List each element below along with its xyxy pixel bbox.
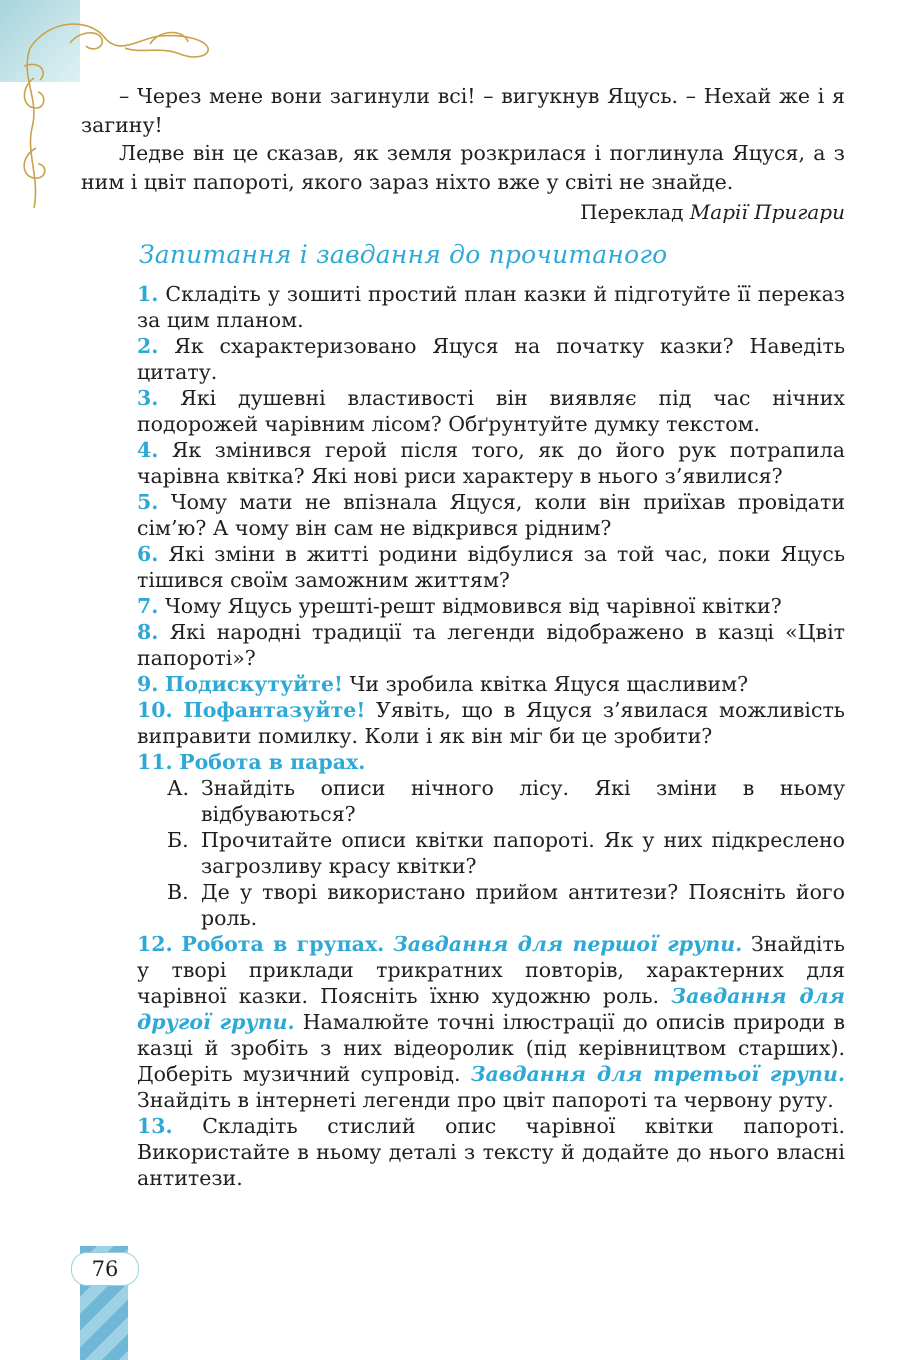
question-10 [137,697,845,749]
question-text: Чому мати не впізнала Яцуся, коли він приїхав провідати сім’ю? А чому він сам не відкрився рідним? [137,490,845,540]
question-text: Чому Яцусь урешті-решт відмовився від чарівної квітки? [164,594,782,618]
question-number: 6. [137,542,159,566]
group-1-label: Завдання для першої групи. [393,932,743,956]
translation-credit [81,198,845,227]
question-text: Складіть у зошиті простий план казки й підготуйте її переказ за цим планом. [137,282,845,332]
question-number: 11. [137,750,173,774]
question-9 [137,671,845,697]
page-number: 76 [71,1252,139,1286]
subitem-a [167,775,845,827]
question-text: Складіть стислий опис чарівної квітки папороті. Використайте в ньому деталі з тексту й додайте до нього власні антитези. [137,1114,845,1190]
question-1 [137,281,845,333]
question-text: Які душевні властивості він виявляє під час нічних подорожей чарівним лісом? Обґрунтуйте думку текстом. [137,386,845,436]
question-text: Чи зробила квітка Яцуся щасливим? [349,672,749,696]
question-number: 2. [137,334,159,358]
question-text: Як змінився герой після того, як до його рук потрапила чарівна квітка? Які нові риси характеру в нього з’явилися? [137,438,845,488]
group-2-label: Завдання для другої групи. [137,984,845,1034]
question-text: Які народні традиції та легенди відображено в казці «Цвіт папороті»? [137,620,845,670]
question-number: 7. [137,594,159,618]
question-number: 8. [137,620,159,644]
translation-prefix: Переклад [580,200,684,224]
question-number: 5. [137,490,159,514]
question-number: 9. [137,672,159,696]
subitem-letter: Б. [167,828,189,852]
subitem-b [167,827,845,879]
intro-paragraph-2: Ледве він це сказав, як земля розкрилася і поглинула Яцуся, а з ним і цвіт папороті, якого зараз ніхто вже у світі не знайде. [81,141,845,194]
intro-paragraph-1: – Через мене вони загинули всі! – вигукнув Яцусь. – Нехай же і я загину! [81,84,845,137]
question-2 [137,333,845,385]
subitem-text: Знайдіть описи нічного лісу. Які зміни в ньому відбуваються? [201,776,845,826]
subitem-c [167,879,845,931]
question-11-subitems [137,775,845,931]
question-label: Робота в парах. [179,750,366,774]
subitem-letter: В. [167,880,189,904]
questions-list [81,281,845,1191]
question-6 [137,541,845,593]
question-number: 12. [137,932,173,956]
question-number: 4. [137,438,159,462]
page-content [81,82,845,1191]
question-number: 3. [137,386,159,410]
question-label: Робота в групах. [181,932,385,956]
question-text: Як схарактеризовано Яцуся на початку казки? Наведіть цитату. [137,334,845,384]
question-8 [137,619,845,671]
question-text: Уявіть, що в Яцуся з’явилася можливість виправити помилку. Коли і як він міг би це зробити? [137,698,845,748]
question-11 [137,749,845,775]
section-title: Запитання і завдання до прочитаного [139,239,668,269]
question-number: 10. [137,698,173,722]
group-3-label: Завдання для третьої групи. [470,1062,845,1086]
question-4 [137,437,845,489]
question-label: Пофантазуйте! [183,698,366,722]
group-3-text: Знайдіть в інтернеті легенди про цвіт папороті та червону руту. [137,1088,834,1112]
question-12 [137,931,845,1113]
question-number: 1. [137,282,159,306]
question-number: 13. [137,1114,173,1138]
group-2-text: Намалюйте точні ілюстрації до описів природи в казці й зробіть з них відеоролик (під керівництвом старших). Доберіть музичний супровід. [137,1010,845,1086]
subitem-text: Де у творі використано прийом антитези? Поясніть його роль. [201,880,845,930]
translation-author: Марії Пригари [689,200,845,224]
question-5 [137,489,845,541]
question-3 [137,385,845,437]
question-7 [137,593,845,619]
question-13 [137,1113,845,1191]
question-label: Подискутуйте! [164,672,344,696]
subitem-letter: А. [167,776,190,800]
subitem-text: Прочитайте описи квітки папороті. Як у них підкреслено загрозливу красу квітки? [201,828,845,878]
group-1-text: Знайдіть у творі приклади трикратних повторів, характерних для чарівної казки. Поясніть їхню художню роль. [137,932,845,1008]
question-text: Які зміни в житті родини відбулися за той час, поки Яцусь тішився своїм заможним життям? [137,542,845,592]
